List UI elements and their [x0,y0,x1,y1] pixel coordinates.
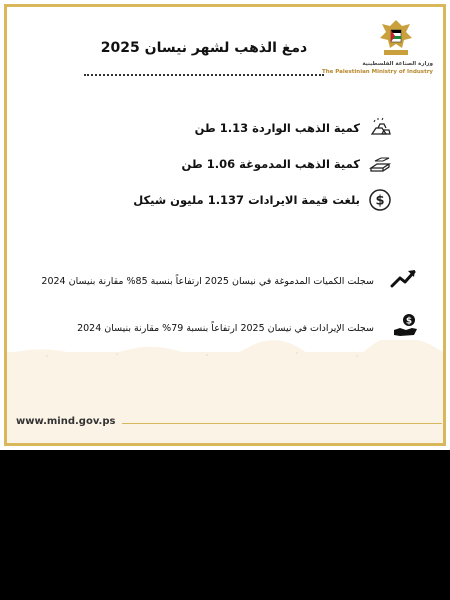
fact-row-stamped-gold [182,152,392,176]
trend-up-icon [390,266,418,290]
stat-quantity-increase: سجلت الكميات المدموغة في نيسان 2025 ارتفاعاً بنسبة 85% مقارنة بنيسان 2024 [41,276,374,287]
stat-revenue-increase: سجلت الإيرادات في نيسان 2025 ارتفاعاً بنسبة 79% مقارنة بنيسان 2024 [77,323,374,334]
svg-text:$: $ [405,316,413,327]
fact-text: كمية الذهب الواردة 1.13 طن [194,121,360,135]
fact-text: بلغت قيمة الايرادات 1.137 مليون شيكل [133,193,360,207]
footer-divider [122,423,442,424]
ministry-name-arabic: وزارة الصناعة الفلسطينية [362,61,433,67]
stamped-gold-icon [368,152,392,176]
fact-row-incoming-gold [195,116,392,140]
title-divider [84,74,324,76]
palestine-emblem-icon [376,16,416,60]
sand-wave [7,340,443,364]
fact-text: كمية الذهب المدموغة 1.06 طن [181,157,360,171]
sand-background [7,352,443,443]
website-link[interactable]: www.mind.gov.ps [16,416,116,427]
money-hand-icon [392,313,420,339]
ministry-name-english: The Palestinian Ministry of Industry [321,69,433,75]
fact-row-revenue [133,188,392,212]
svg-text:$: $ [375,193,385,209]
page-title: دمغ الذهب لشهر نيسان 2025 [100,40,308,56]
gold-bars-icon [368,116,392,140]
dollar-icon [368,188,392,212]
